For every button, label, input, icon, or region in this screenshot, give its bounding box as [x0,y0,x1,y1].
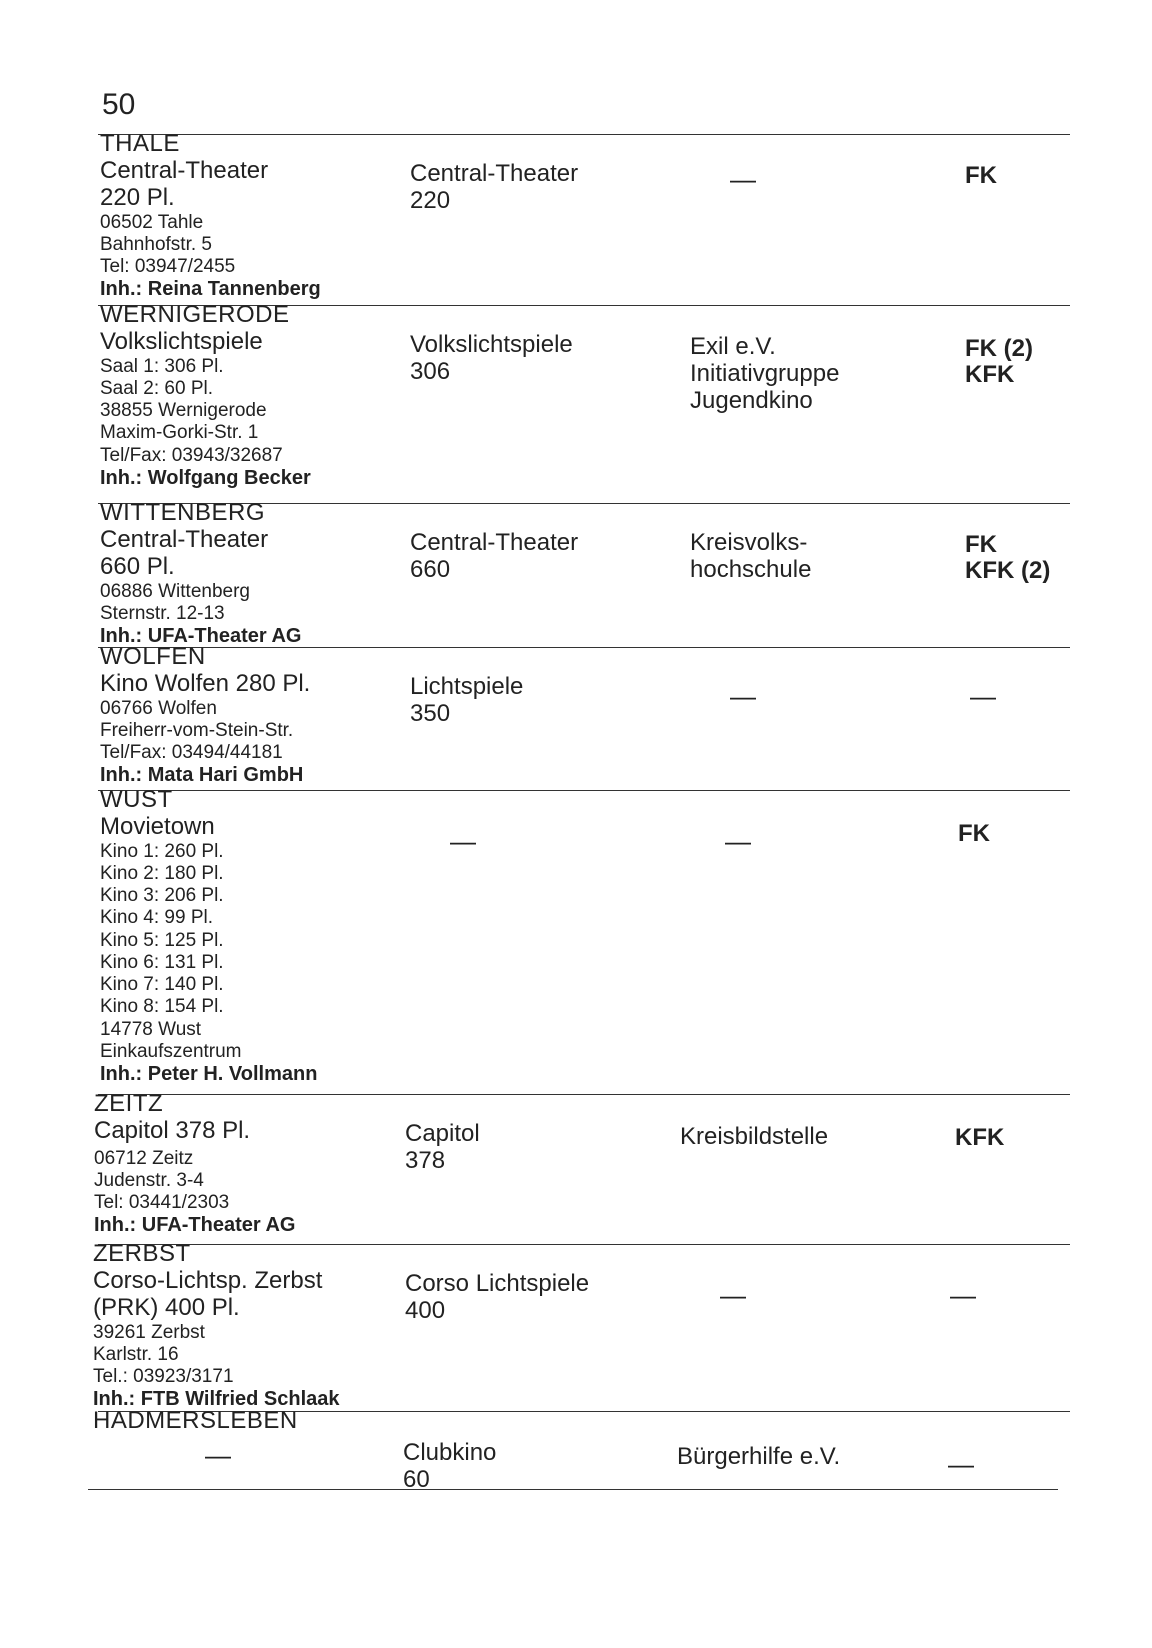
detail-line: Kino 4: 99 Pl. [100,907,214,929]
owner: Inh.: Peter H. Vollmann [100,1062,318,1085]
seat-count: 220 Pl. [100,183,175,211]
category [958,821,1068,847]
detail-line: Tel: 03441/2303 [94,1192,230,1214]
venue-seats: 400 [405,1296,446,1324]
category-badge: FK [965,162,997,189]
city-name: THALE [100,130,180,157]
city-name: WERNIGERODE [100,301,290,328]
category-value: — [950,1280,976,1310]
venue-seats: 60 [403,1465,430,1493]
cinema-info [100,644,400,786]
detail-line: Kino 2: 180 Pl. [100,862,224,884]
detail-line: Kino 3: 206 Pl. [100,885,224,907]
category-badge: KFK [965,361,1015,389]
venue [405,1121,655,1175]
partner [725,827,985,856]
cinema-info [94,1091,394,1236]
owner: Inh.: Wolfgang Becker [100,466,311,489]
cinema-info [100,131,400,300]
category-badge: FK [958,820,990,847]
detail-line: 06886 Wittenberg [100,580,250,602]
partner-value: Kreisbildstelle [680,1123,829,1150]
detail-line: Judenstr. 3-4 [94,1169,204,1191]
detail-line: Kino 5: 125 Pl. [100,929,224,951]
city-name: WITTENBERG [100,499,265,526]
detail-line: Sternstr. 12-13 [100,602,225,624]
venue-name: Clubkino [403,1439,497,1466]
venue-seats: 350 [410,699,451,727]
partner [677,1444,937,1471]
category-badge: KFK [955,1124,1005,1151]
venue [410,674,660,728]
category [970,682,1080,711]
partner-value: — [720,1280,746,1310]
cinema-info [100,787,400,1085]
detail-line: Kino 8: 154 Pl. [100,996,224,1018]
partner-value: — [725,826,751,856]
partner-line: Exil e.V. [690,333,776,360]
cinema-name: Capitol 378 Pl. [94,1116,251,1144]
owner: Inh.: FTB Wilfried Schlaak [93,1388,340,1411]
cinema-name: — [205,1439,231,1470]
partner-line: Kreisvolks- [690,529,808,556]
bottom-rule [88,1489,1058,1490]
detail-line: Freiherr-vom-Stein-Str. [100,719,294,741]
detail-line: Saal 2: 60 Pl. [100,377,214,399]
venue [410,332,660,386]
venue [405,1271,655,1325]
venue-name: Central-Theater [410,160,579,187]
detail-line: 38855 Wernigerode [100,400,267,422]
partner-line: Jugendkino [690,386,813,414]
page-number: 50 [102,88,136,121]
owner: Inh.: UFA-Theater AG [94,1214,296,1237]
partner [730,682,990,711]
partner-line: hochschule [690,555,812,583]
venue-seats: 660 [410,555,451,583]
detail-line: Tel.: 03923/3171 [93,1366,234,1388]
owner: Inh.: Reina Tannenberg [100,278,321,301]
partner-value: — [730,681,756,711]
category [965,336,1075,389]
category [955,1125,1065,1151]
detail-line: Einkaufszentrum [100,1040,242,1062]
seat-count: (PRK) 400 Pl. [93,1293,240,1321]
venue [410,161,660,215]
venue-value: — [450,826,476,856]
partner-value: Bürgerhilfe e.V. [677,1443,841,1470]
city-name: WOLFEN [100,643,206,670]
city-name: HADMERSLEBEN [93,1407,298,1434]
detail-line: 06712 Zeitz [94,1147,194,1169]
venue-seats: 306 [410,357,451,385]
partner [720,1281,980,1310]
cinema-name: Central-Theater [100,156,269,184]
cinema-name: Volkslichtspiele [100,327,263,355]
detail-line: 39261 Zerbst [93,1321,205,1343]
detail-line: 06502 Tahle [100,211,204,233]
seat-count: 660 Pl. [100,552,175,580]
category [948,1450,1058,1479]
cinema-info [93,1408,393,1470]
cinema-name: Central-Theater [100,525,269,553]
detail-line: Tel/Fax: 03494/44181 [100,742,283,764]
category-badge: FK (2) [965,335,1033,362]
city-name: ZEITZ [94,1090,164,1117]
category-value: — [970,681,996,711]
venue-name: Lichtspiele [410,673,524,700]
detail-line: Tel/Fax: 03943/32687 [100,444,283,466]
cinema-name: Movietown [100,812,215,840]
detail-line: Karlstr. 16 [93,1343,179,1365]
cinema-info [93,1241,393,1410]
category-badge: KFK (2) [965,557,1051,585]
cinema-name: Kino Wolfen 280 Pl. [100,669,311,697]
venue [450,827,700,856]
cinema-info [100,500,400,647]
detail-line: Maxim-Gorki-Str. 1 [100,422,259,444]
venue-seats: 220 [410,186,451,214]
detail-line: Kino 1: 260 Pl. [100,840,224,862]
partner [730,165,990,194]
cinema-info [100,302,400,489]
category [965,532,1075,585]
venue-name: Corso Lichtspiele [405,1270,590,1297]
detail-line: Tel: 03947/2455 [100,256,236,278]
venue-seats: 378 [405,1146,446,1174]
city-name: ZERBST [93,1240,191,1267]
category [965,163,1075,189]
detail-line: 06766 Wolfen [100,697,217,719]
partner [680,1124,940,1151]
category [950,1281,1060,1310]
partner-line: Initiativgruppe [690,359,840,387]
detail-line: Kino 6: 131 Pl. [100,951,224,973]
venue-name: Central-Theater [410,529,579,556]
detail-line: Kino 7: 140 Pl. [100,974,224,996]
partner [690,334,950,415]
owner: Inh.: UFA-Theater AG [100,625,302,648]
detail-line: 14778 Wust [100,1018,202,1040]
detail-line: Bahnhofstr. 5 [100,233,212,255]
detail-line: Saal 1: 306 Pl. [100,355,224,377]
venue-name: Volkslichtspiele [410,331,573,358]
partner-value: — [730,164,756,194]
venue [403,1440,653,1494]
category-badge: FK [965,531,997,558]
owner: Inh.: Mata Hari GmbH [100,764,304,787]
venue [410,530,660,584]
cinema-name: Corso-Lichtsp. Zerbst [93,1266,323,1294]
category-value: — [948,1449,974,1479]
venue-name: Capitol [405,1120,480,1147]
city-name: WUST [100,786,173,813]
partner [690,530,950,584]
